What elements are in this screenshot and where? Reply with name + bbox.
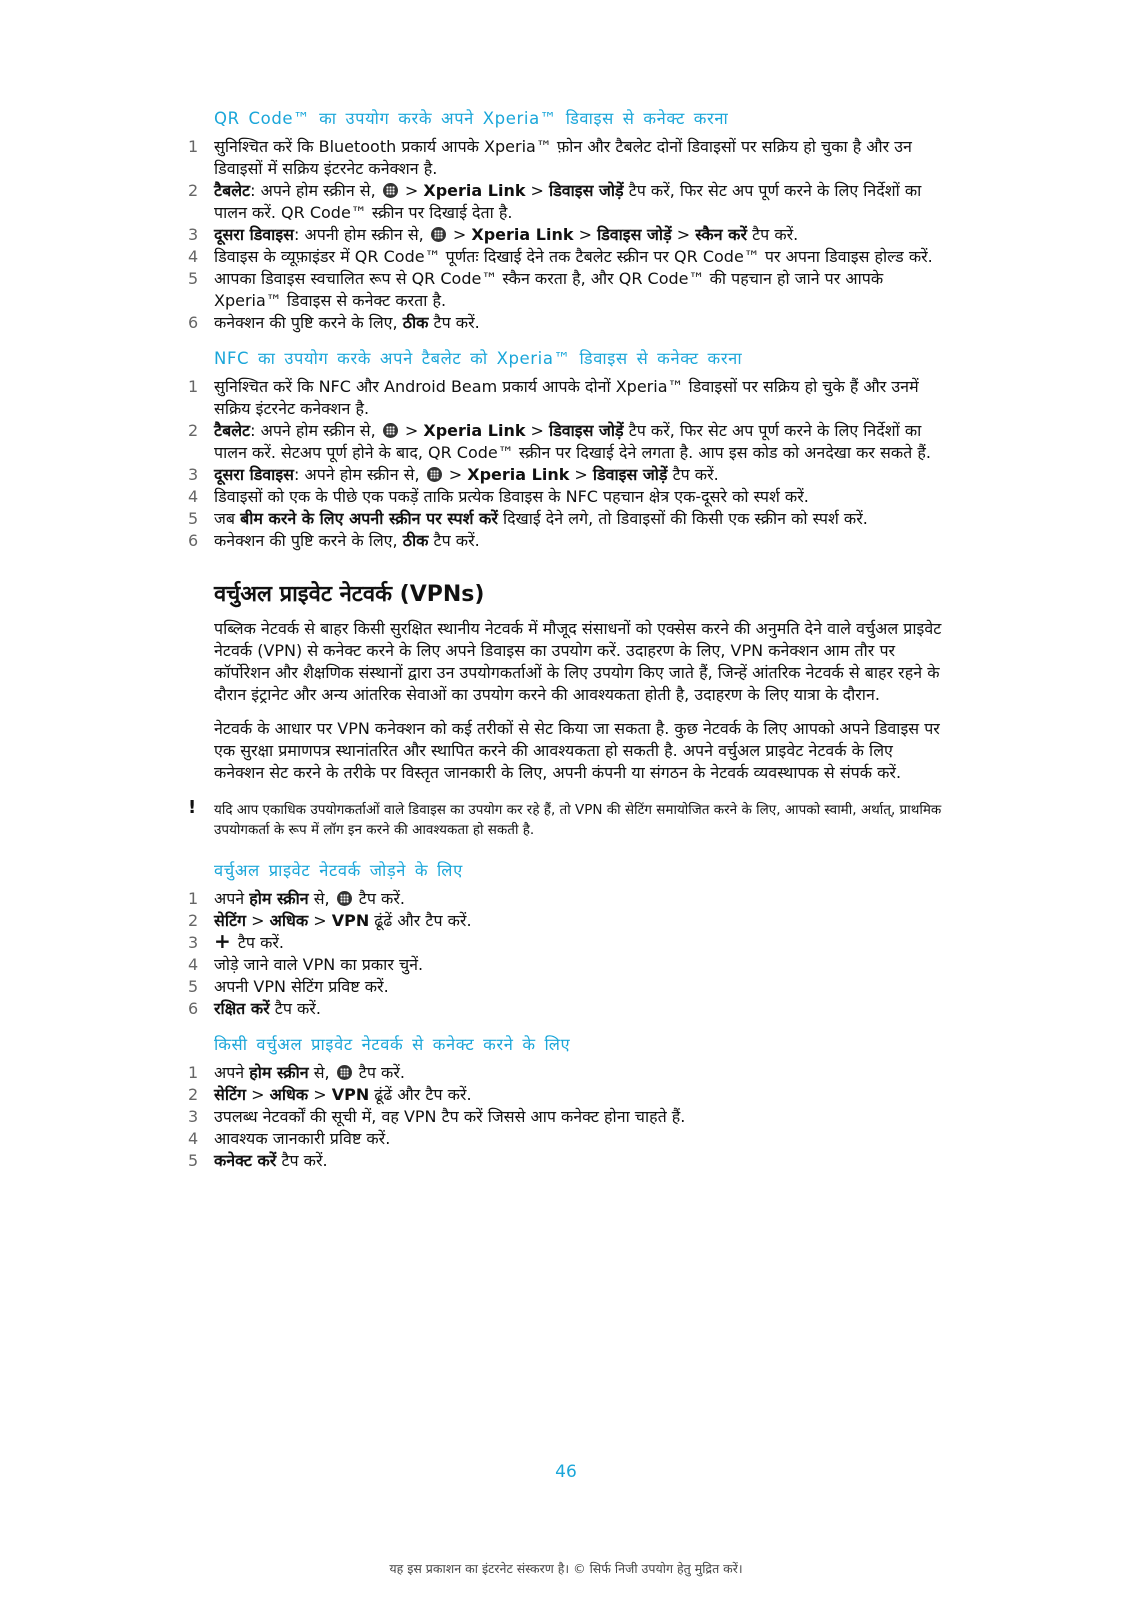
step-number: 2: [188, 421, 199, 440]
step-number: 4: [188, 247, 199, 266]
step-number: 6: [188, 313, 199, 332]
separator: >: [399, 421, 424, 440]
step-number: 5: [188, 269, 199, 288]
step-text: टैप करें.: [232, 933, 285, 952]
step-text-bold: डिवाइस जोड़ें: [597, 225, 672, 244]
step-number: 6: [188, 531, 199, 550]
plus-icon: +: [214, 929, 231, 953]
step: [188, 486, 948, 508]
step-text: सुनिश्चित करें कि Bluetooth प्रकार्य आपके Xperia™ फ़ोन और टैबलेट दोनों डिवाइसों पर सक्रिय हो चुका है और उन डिवाइसों में सक्रिय इंटरनेट कनेक्शन है.: [214, 137, 912, 178]
apps-grid-icon: [427, 467, 442, 482]
step-text-bold: दूसरा डिवाइस: [214, 225, 294, 244]
step-text: टैप करें.: [269, 999, 321, 1018]
step-text: कनेक्शन की पुष्टि करने के लिए,: [214, 313, 403, 332]
step-text-bold: कनेक्ट करें: [214, 1151, 277, 1170]
step-text-bold: Xperia Link: [423, 421, 526, 440]
step-number: 1: [188, 889, 199, 908]
step-text: अपने: [214, 889, 250, 908]
step-text: अपने: [214, 1063, 250, 1082]
step-text: टैप करें.: [353, 889, 405, 908]
step: [188, 530, 948, 552]
step: [188, 180, 948, 224]
vpn-setup-paragraph: नेटवर्क के आधार पर VPN कनेक्शन को कई तरीकों से सेट किया जा सकता है. कुछ नेटवर्क के लिए आपको अपने डिवाइस पर एक सुरक्षा प्रमाणपत्र स्थानांतरित और स्थापित करने की आवश्यकता हो सकती है. अपने वर्चुअल प्राइवेट नेटवर्क के लिए कनेक्शन सेट करने के तरीके पर विस्तृत जानकारी के लिए, अपनी कंपनी या संगठन के नेटवर्क व्यवस्थापक से संपर्क करें.: [214, 719, 940, 782]
exclamation-icon: !: [188, 797, 197, 818]
step: [188, 136, 948, 180]
apps-grid-icon: [337, 1065, 352, 1080]
page-number: 46: [555, 1462, 577, 1482]
step-text-bold: होम स्क्रीन: [249, 889, 309, 908]
step-text: टैप करें.: [428, 531, 480, 550]
step-number: 4: [188, 1129, 199, 1148]
step-number: 1: [188, 377, 199, 396]
step-text-bold: डिवाइस जोड़ें: [549, 421, 624, 440]
page-footer: यह इस प्रकाशन का इंटरनेट संस्करण है। © सिर्फ निजी उपयोग हेतु मुद्रित करें।: [389, 1561, 743, 1576]
step-number: 3: [188, 933, 199, 952]
step-number: 4: [188, 487, 199, 506]
step-text: दिखाई देने लगे, तो डिवाइसों की किसी एक स्क्रीन को स्पर्श करें.: [497, 509, 868, 528]
separator: >: [573, 225, 598, 244]
step-text-bold: टैबलेट: [214, 181, 251, 200]
step-text: टैप करें, फिर सेट अप पूर्ण करने के लिए निर्देशों का पालन करें. QR Code™ स्क्रीन पर दिखाई देता है.: [214, 181, 922, 222]
step: [188, 224, 948, 246]
step-number: 1: [188, 1063, 199, 1082]
step-text-bold: Xperia Link: [423, 181, 526, 200]
step: [188, 1062, 948, 1084]
step-text-bold: डिवाइस जोड़ें: [549, 181, 624, 200]
step-text: डिवाइस के व्यूफ़ाइंडर में QR Code™ पूर्णतः दिखाई देने तक टैबलेट स्क्रीन पर QR Code™ पर अपना डिवाइस होल्ड करें.: [214, 247, 933, 266]
step-number: 4: [188, 955, 199, 974]
step-text: : अपने होम स्क्रीन से,: [250, 421, 376, 440]
apps-grid-icon: [431, 227, 446, 242]
separator: >: [447, 225, 472, 244]
step-text: अपनी VPN सेटिंग प्रविष्ट करें.: [214, 977, 389, 996]
vpn-intro-paragraph: पब्लिक नेटवर्क से बाहर किसी सुरक्षित स्थानीय नेटवर्क में मौजूद संसाधनों को एक्सेस करने की अनुमति देने वाले वर्चुअल प्राइवेट नेटवर्क (VPN) से कनेक्ट करने के लिए अपने डिवाइस का उपयोग करें. उदाहरण के लिए, VPN कनेक्शन आम तौर पर कॉर्पोरेशन और शैक्षणिक संस्थानों द्वारा उन उपयोगकर्ताओं के लिए उपयोग किए जाते हैं, जिन्हें आंतरिक नेटवर्क से बाहर रहने के दौरान इंट्रानेट और अन्य आंतरिक सेवाओं का उपयोग करने की आवश्यकता होती है, उदाहरण के लिए यात्रा के दौरान.: [214, 619, 942, 704]
step-text-bold: डिवाइस जोड़ें: [592, 465, 668, 484]
step: [188, 998, 948, 1020]
multi-user-note: [188, 797, 948, 840]
step-text-bold: ठीक: [402, 531, 429, 550]
step-text: : अपने होम स्क्रीन से,: [250, 181, 376, 200]
separator: >: [246, 911, 270, 930]
step-number: 6: [188, 999, 199, 1018]
step: [188, 1128, 948, 1150]
separator: >: [246, 1085, 270, 1104]
step: [188, 929, 948, 954]
step-text: टैप करें.: [747, 225, 799, 244]
separator: >: [525, 181, 550, 200]
apps-grid-icon: [337, 891, 352, 906]
step-text: ढूंढें और टैप करें.: [369, 911, 472, 930]
apps-grid-icon: [383, 183, 398, 198]
step-text: आवश्यक जानकारी प्रविष्ट करें.: [214, 1129, 391, 1148]
step-text: जोड़े जाने वाले VPN का प्रकार चुनें.: [214, 955, 424, 974]
step-text-bold: बीम करने के लिए अपनी स्क्रीन पर स्पर्श करें: [240, 509, 498, 528]
step: [188, 954, 948, 976]
step-text-bold: अधिक: [269, 911, 309, 930]
nfc-connect-heading: NFC का उपयोग करके अपने टैबलेट को Xperia™ डिवाइस से कनेक्ट करना: [214, 349, 743, 368]
step-text-bold: अधिक: [269, 1085, 309, 1104]
step: [188, 1084, 948, 1106]
step: [188, 910, 948, 932]
step-text: टैप करें, फिर सेट अप पूर्ण करने के लिए निर्देशों का पालन करें. सेटअप पूर्ण होने के बाद, QR Code™ स्क्रीन पर दिखाई देने लगता है. आप इस कोड को अनदेखा कर सकते हैं.: [214, 421, 931, 462]
step-text: से,: [308, 889, 330, 908]
step-text: : अपनी होम स्क्रीन से,: [294, 225, 424, 244]
vpn-section-heading: वर्चुअल प्राइवेट नेटवर्क (VPNs): [214, 582, 485, 607]
step-text: उपलब्ध नेटवर्कों की सूची में, वह VPN टैप करें जिससे आप कनेक्ट होना चाहते हैं.: [214, 1107, 686, 1126]
step-number: 3: [188, 225, 199, 244]
step-number: 1: [188, 137, 199, 156]
qr-connect-steps: [188, 136, 948, 334]
step-number: 3: [188, 465, 199, 484]
step-text-bold: VPN: [331, 911, 370, 930]
separator: >: [308, 1085, 332, 1104]
step: [188, 888, 948, 910]
page-content: [188, 108, 948, 1186]
note-text: यदि आप एकाधिक उपयोगकर्ताओं वाले डिवाइस का उपयोग कर रहे हैं, तो VPN की सेटिंग समायोजित करने के लिए, आपको स्वामी, अर्थात्, प्राथमिक उपयोगकर्ता के रूप में लॉग इन करने की आवश्यकता हो सकती है.: [214, 802, 942, 838]
step: [188, 976, 948, 998]
step-number: 2: [188, 181, 199, 200]
step-number: 2: [188, 1085, 199, 1104]
step: [188, 420, 948, 464]
step-number: 3: [188, 1107, 199, 1126]
separator: >: [308, 911, 332, 930]
step-text-bold: टैबलेट: [214, 421, 251, 440]
step-text: से,: [308, 1063, 330, 1082]
step: [188, 312, 948, 334]
step-number: 5: [188, 509, 199, 528]
step-text: जब: [214, 509, 241, 528]
step-text: ढूंढें और टैप करें.: [369, 1085, 472, 1104]
separator: >: [671, 225, 696, 244]
step-text-bold: दूसरा डिवाइस: [214, 465, 294, 484]
step-text-bold: Xperia Link: [467, 465, 570, 484]
step-text-bold: रक्षित करें: [214, 999, 270, 1018]
step-text: आपका डिवाइस स्वचालित रूप से QR Code™ स्कैन करता है, और QR Code™ की पहचान हो जाने पर आपके Xperia™ डिवाइस से कनेक्ट करता है.: [214, 269, 884, 310]
step-text-bold: स्कैन करें: [695, 225, 747, 244]
step-number: 5: [188, 1151, 199, 1170]
step-text: टैप करें.: [667, 465, 719, 484]
step: [188, 268, 948, 312]
step: [188, 508, 948, 530]
step-text: टैप करें.: [428, 313, 480, 332]
step-number: 5: [188, 977, 199, 996]
step-text-bold: Xperia Link: [471, 225, 574, 244]
step-text: डिवाइसों को एक के पीछे एक पकड़ें ताकि प्रत्येक डिवाइस के NFC पहचान क्षेत्र एक-दूसरे को स्पर्श करें.: [214, 487, 809, 506]
connect-vpn-heading: किसी वर्चुअल प्राइवेट नेटवर्क से कनेक्ट करने के लिए: [214, 1035, 571, 1054]
step: [188, 1106, 948, 1128]
step-number: 2: [188, 911, 199, 930]
step: [188, 376, 948, 420]
add-vpn-steps: [188, 888, 948, 1020]
step-text: सुनिश्चित करें कि NFC और Android Beam प्रकार्य आपके दोनों Xperia™ डिवाइसों पर सक्रिय हो चुके हैं और उनमें सक्रिय इंटरनेट कनेक्शन है.: [214, 377, 919, 418]
step: [188, 246, 948, 268]
step-text: कनेक्शन की पुष्टि करने के लिए,: [214, 531, 403, 550]
add-vpn-heading: वर्चुअल प्राइवेट नेटवर्क जोड़ने के लिए: [214, 861, 463, 880]
step-text-bold: ठीक: [402, 313, 429, 332]
step-text: : अपने होम स्क्रीन से,: [294, 465, 420, 484]
separator: >: [399, 181, 424, 200]
separator: >: [525, 421, 550, 440]
step: [188, 464, 948, 486]
separator: >: [443, 465, 468, 484]
step: [188, 1150, 948, 1172]
step-text-bold: होम स्क्रीन: [249, 1063, 309, 1082]
step-text-bold: VPN: [331, 1085, 370, 1104]
separator: >: [569, 465, 593, 484]
step-text-bold: सेटिंग: [214, 1085, 247, 1104]
qr-connect-heading: QR Code™ का उपयोग करके अपने Xperia™ डिवाइस से कनेक्ट करना: [214, 109, 729, 128]
step-text: टैप करें.: [276, 1151, 328, 1170]
apps-grid-icon: [383, 423, 398, 438]
step-text-bold: सेटिंग: [214, 911, 247, 930]
nfc-connect-steps: [188, 376, 948, 552]
connect-vpn-steps: [188, 1062, 948, 1172]
step-text: टैप करें.: [353, 1063, 405, 1082]
